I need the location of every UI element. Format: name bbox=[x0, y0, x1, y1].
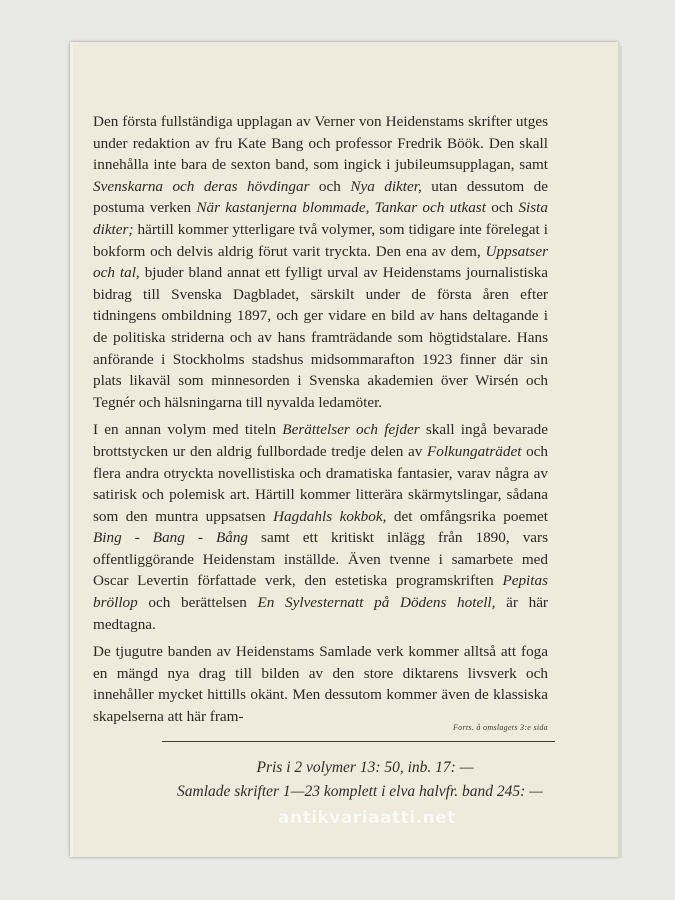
text-run: utan dessutom de postuma verken bbox=[93, 177, 549, 217]
text-run: samt ett kritiskt inlägg från 1890, vars offentliggörande Heidenstam inställde. Även tvenne i samarbete med Oscar Levertin författade verk, den estetiska programskriften bbox=[93, 529, 548, 590]
price-line-collected: Samlade skrifter 1—23 komplett i elva halvfr. band 245: — bbox=[177, 783, 543, 800]
text-run: De tjugutre banden av Heidenstams Samlade verk kommer alltså att foga en mängd nya drag till bilden av den store diktarens livsverk och innehåller mycket hittills okänt. Men dessutom kommer även de klassiska skapelserna att här fram- bbox=[93, 643, 548, 726]
price-line-volumes: Pris i 2 volymer 13: 50, inb. 17: — bbox=[256, 759, 474, 776]
italic-title: Bing - Bang - Bång bbox=[93, 529, 249, 547]
paragraph bbox=[93, 641, 548, 727]
text-run: det omfångsrika poemet bbox=[386, 507, 548, 525]
divider-rule bbox=[162, 741, 555, 742]
paragraph bbox=[93, 419, 548, 635]
italic-title: Hagdahls kokbok, bbox=[273, 507, 387, 525]
cover-body-text bbox=[93, 111, 548, 734]
watermark-text: antikvariaatti.net bbox=[278, 808, 456, 828]
text-run: skall ingå bevarade brottstycken ur den aldrig fullbordade tredje delen av bbox=[93, 421, 548, 460]
continued-note: Forts. å omslagets 3:e sida bbox=[453, 723, 548, 732]
italic-title: Nya dikter, bbox=[350, 177, 422, 195]
text-run: härtill kommer ytterligare två volymer, som tidigare inte förelegat i bokform och delvis aldrig förut varit tryckta. Den ena av dem, bbox=[93, 220, 548, 260]
italic-title: Uppsatser och tal, bbox=[93, 242, 548, 282]
italic-title: Sista dikter; bbox=[93, 199, 548, 238]
text-run: Den första fullständiga upplagan av Verner von Heidenstams skrifter utges under redaktion av fru Kate Bang och professor Fredrik Böök. Den skall innehålla inte bara de sexton band, som ingick i jubileumsupplagan, samt bbox=[93, 113, 548, 174]
italic-title: Folkungaträdet bbox=[426, 442, 522, 460]
text-run: är här medtagna. bbox=[93, 594, 548, 633]
italic-title: När kastanjerna blommade, Tankar och utkast bbox=[196, 199, 486, 217]
text-run: och flera andra otryckta novellistiska och dramatiska fantasier, varav några av satirisk och polemisk art. Härtill kommer litterära skärmytslingar, sådana som den muntra uppsatsen bbox=[93, 442, 548, 525]
paragraph bbox=[93, 111, 548, 413]
italic-title: Pepitas bröllop bbox=[93, 572, 548, 612]
text-run: och berättelsen bbox=[137, 594, 258, 612]
italic-title: Svenskarna och deras hövdingar bbox=[93, 177, 310, 195]
text-run: och bbox=[309, 177, 351, 195]
italic-title: En Sylvesternatt på Dödens hotell, bbox=[257, 594, 496, 612]
text-run: I en annan volym med titeln bbox=[93, 421, 283, 439]
text-run: bjuder bland annat ett fylligt urval av Heidenstams journalistiska bidrag till Svenska Dagbladet, särskilt under de första åren efter tidningens ombildning 1897, och ger vidare en bild av hans deltagande i de politiska striderna och av hans framträdande som högtidstalare. Hans anförande i Stockholms stadshus midsommarafton 1923 finner där sin plats likaväl som minnesorden i Svenska akademien över Wirsén och Tegnér och hälsningarna till nyvalda ledamöter. bbox=[93, 264, 548, 411]
italic-title: Berättelser och fejder bbox=[282, 421, 420, 439]
text-run: och bbox=[485, 199, 519, 217]
